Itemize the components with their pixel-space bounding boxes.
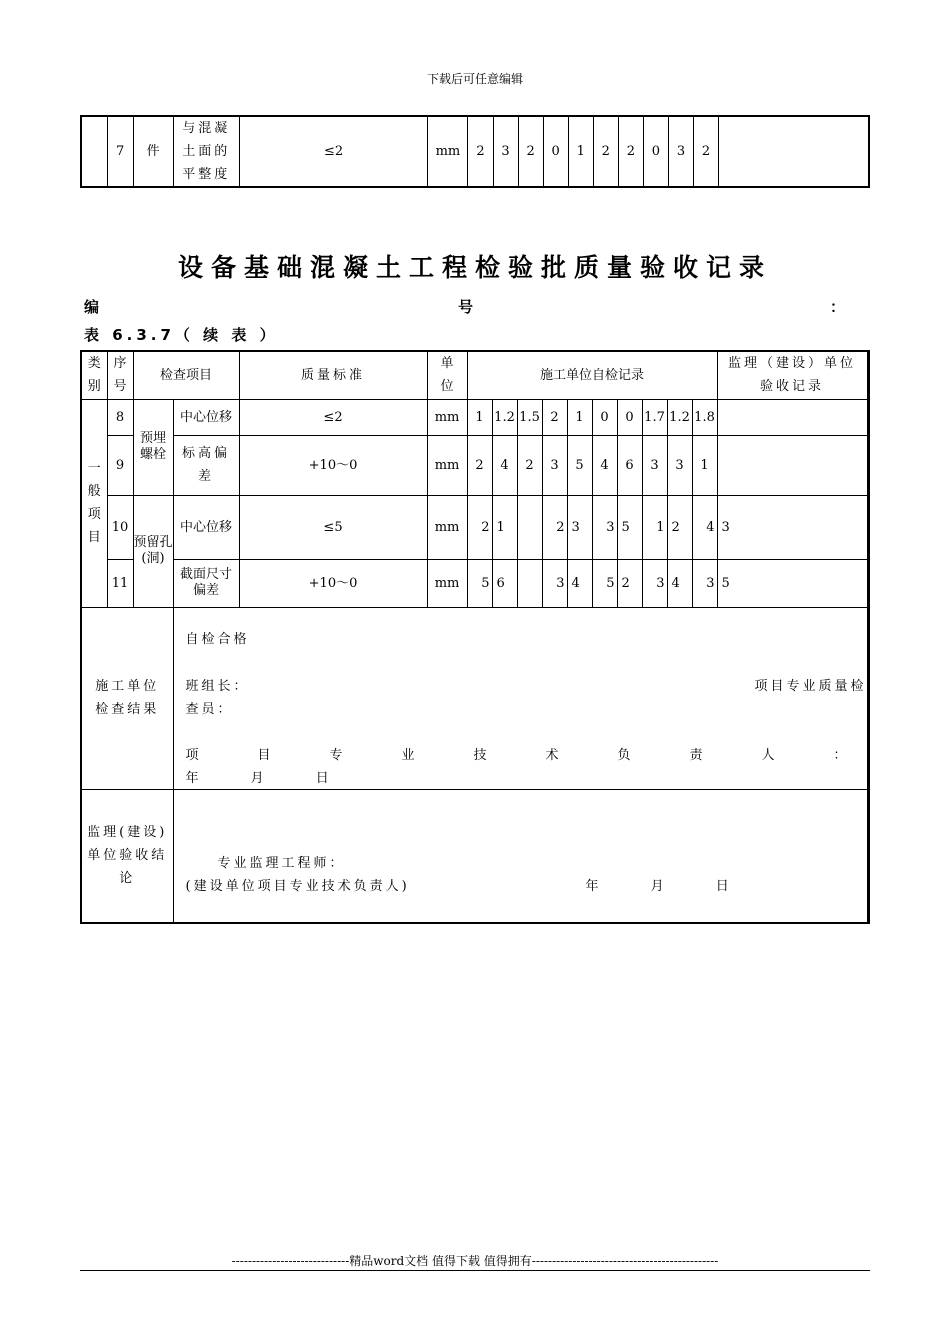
contractor-date: 年 月 日 <box>185 770 329 786</box>
top-remarks <box>719 116 869 187</box>
top-value: 3 <box>668 116 693 187</box>
row-value: 4 <box>492 435 517 495</box>
number-label-a: 编 <box>84 298 100 316</box>
row-value: 3 <box>717 495 867 559</box>
row-supervision <box>717 435 867 495</box>
top-category: 件 <box>133 116 173 187</box>
row-value: 3 <box>642 559 667 607</box>
top-cat-cell <box>81 116 107 187</box>
page-title: 设备基础混凝土工程检验批质量验收记录 <box>177 253 772 282</box>
row-standard: ≤5 <box>239 495 427 559</box>
row-value: 2 <box>517 435 542 495</box>
row-value: 5 <box>592 559 617 607</box>
row-value: 1 <box>642 495 667 559</box>
row-item: 中心位移 <box>173 399 239 435</box>
row-item: 标高偏差 <box>173 435 239 495</box>
quality-inspector-label-b: 查员： <box>185 701 234 717</box>
top-item: 与混凝土面的平整度 <box>173 116 239 187</box>
header-category: 类别 <box>81 351 107 399</box>
row-unit: mm <box>427 435 467 495</box>
row-value: 3 <box>592 495 617 559</box>
top-value: 0 <box>543 116 568 187</box>
row-value: 3 <box>542 559 567 607</box>
header-note: 下载后可任意编辑 <box>426 72 523 86</box>
header-records: 施工单位自检记录 <box>467 351 717 399</box>
row-value: 1 <box>692 435 717 495</box>
supervision-date: 年 月 日 <box>585 878 729 894</box>
top-continuation-table <box>80 115 870 188</box>
row-value: 5 <box>717 559 867 607</box>
header-unit: 单位 <box>427 351 467 399</box>
top-value: 0 <box>643 116 668 187</box>
row-value: 2 <box>542 399 567 435</box>
row-value: 5 <box>617 495 642 559</box>
header-item: 检查项目 <box>133 351 239 399</box>
header-supervision: 监理（建设）单位验收记录 <box>717 351 867 399</box>
row-supervision <box>717 399 867 435</box>
row-value: 6 <box>492 559 517 607</box>
top-value: 2 <box>593 116 618 187</box>
row-value: 3 <box>567 495 592 559</box>
general-items-label: 一般项目 <box>81 399 107 607</box>
row-value: 1 <box>492 495 517 559</box>
top-value: 3 <box>493 116 518 187</box>
contractor-result-label: 施工单位检查结果 <box>81 607 173 789</box>
row-value: 4 <box>667 559 692 607</box>
row-value: 1.5 <box>517 399 542 435</box>
inspection-table <box>80 350 906 924</box>
top-value: 2 <box>618 116 643 187</box>
row-standard: +10～0 <box>239 435 427 495</box>
row-standard: ≤2 <box>239 399 427 435</box>
number-colon: ： <box>830 298 846 316</box>
row-value: 2 <box>467 495 492 559</box>
row-value <box>517 559 542 607</box>
owner-representative-label: (建设单位项目专业技术负责人) <box>185 878 410 894</box>
group-reserved-holes: 预留孔(洞) <box>133 495 173 607</box>
row-value: 6 <box>617 435 642 495</box>
row-value: 1.2 <box>492 399 517 435</box>
row-seq: 9 <box>107 435 133 495</box>
quality-inspector-label-a: 项目专业质量检 <box>754 678 867 694</box>
top-value: 2 <box>518 116 543 187</box>
row-supervision <box>867 495 869 559</box>
row-value: 3 <box>542 435 567 495</box>
row-value: 2 <box>667 495 692 559</box>
row-value: 2 <box>542 495 567 559</box>
top-value: 2 <box>694 116 719 187</box>
supervision-result-label: 监理(建设)单位验收结论 <box>81 789 173 923</box>
row-value: 0 <box>617 399 642 435</box>
row-item: 截面尺寸偏差 <box>173 559 239 607</box>
top-value: 1 <box>568 116 593 187</box>
row-unit: mm <box>427 399 467 435</box>
supervision-engineer-label: 专业监理工程师： <box>217 855 346 871</box>
row-value: 5 <box>467 559 492 607</box>
top-value: 2 <box>468 116 493 187</box>
top-seq: 7 <box>107 116 133 187</box>
row-standard: +10～0 <box>239 559 427 607</box>
row-value: 1.7 <box>642 399 667 435</box>
number-label-b: 号 <box>458 298 474 316</box>
row-unit: mm <box>427 559 467 607</box>
table-code: 表 6.3.7（ 续 表 ） <box>84 326 279 344</box>
row-seq: 10 <box>107 495 133 559</box>
row-value: 1.8 <box>692 399 717 435</box>
self-check-text: 自检合格 <box>185 631 250 647</box>
row-value: 5 <box>567 435 592 495</box>
header-seq: 序号 <box>107 351 133 399</box>
footer-rule <box>80 1270 870 1271</box>
row-value <box>517 495 542 559</box>
row-value: 1.2 <box>667 399 692 435</box>
row-value: 2 <box>467 435 492 495</box>
row-seq: 11 <box>107 559 133 607</box>
row-value: 4 <box>692 495 717 559</box>
row-unit: mm <box>427 495 467 559</box>
row-value: 0 <box>592 399 617 435</box>
top-unit: mm <box>428 116 468 187</box>
group-anchor-bolts: 预埋螺栓 <box>133 399 173 495</box>
row-value: 4 <box>567 559 592 607</box>
row-value: 2 <box>617 559 642 607</box>
header-standard: 质量标准 <box>239 351 427 399</box>
row-item: 中心位移 <box>173 495 239 559</box>
row-value: 1 <box>567 399 592 435</box>
supervision-result-cell <box>173 789 867 923</box>
row-value: 1 <box>467 399 492 435</box>
row-value: 3 <box>667 435 692 495</box>
row-value: 4 <box>592 435 617 495</box>
row-value: 3 <box>642 435 667 495</box>
top-standard: ≤2 <box>239 116 427 187</box>
footer-note: -----------------------------精品word文档 值得下载 值得拥有---------------------------------------------- <box>231 1254 719 1268</box>
row-value: 3 <box>692 559 717 607</box>
team-leader-label: 班组长： <box>185 678 250 694</box>
tech-head-label: 项目专业技术负责人： <box>185 747 906 763</box>
contractor-result-cell <box>173 607 906 789</box>
row-supervision <box>867 559 869 607</box>
row-seq: 8 <box>107 399 133 435</box>
